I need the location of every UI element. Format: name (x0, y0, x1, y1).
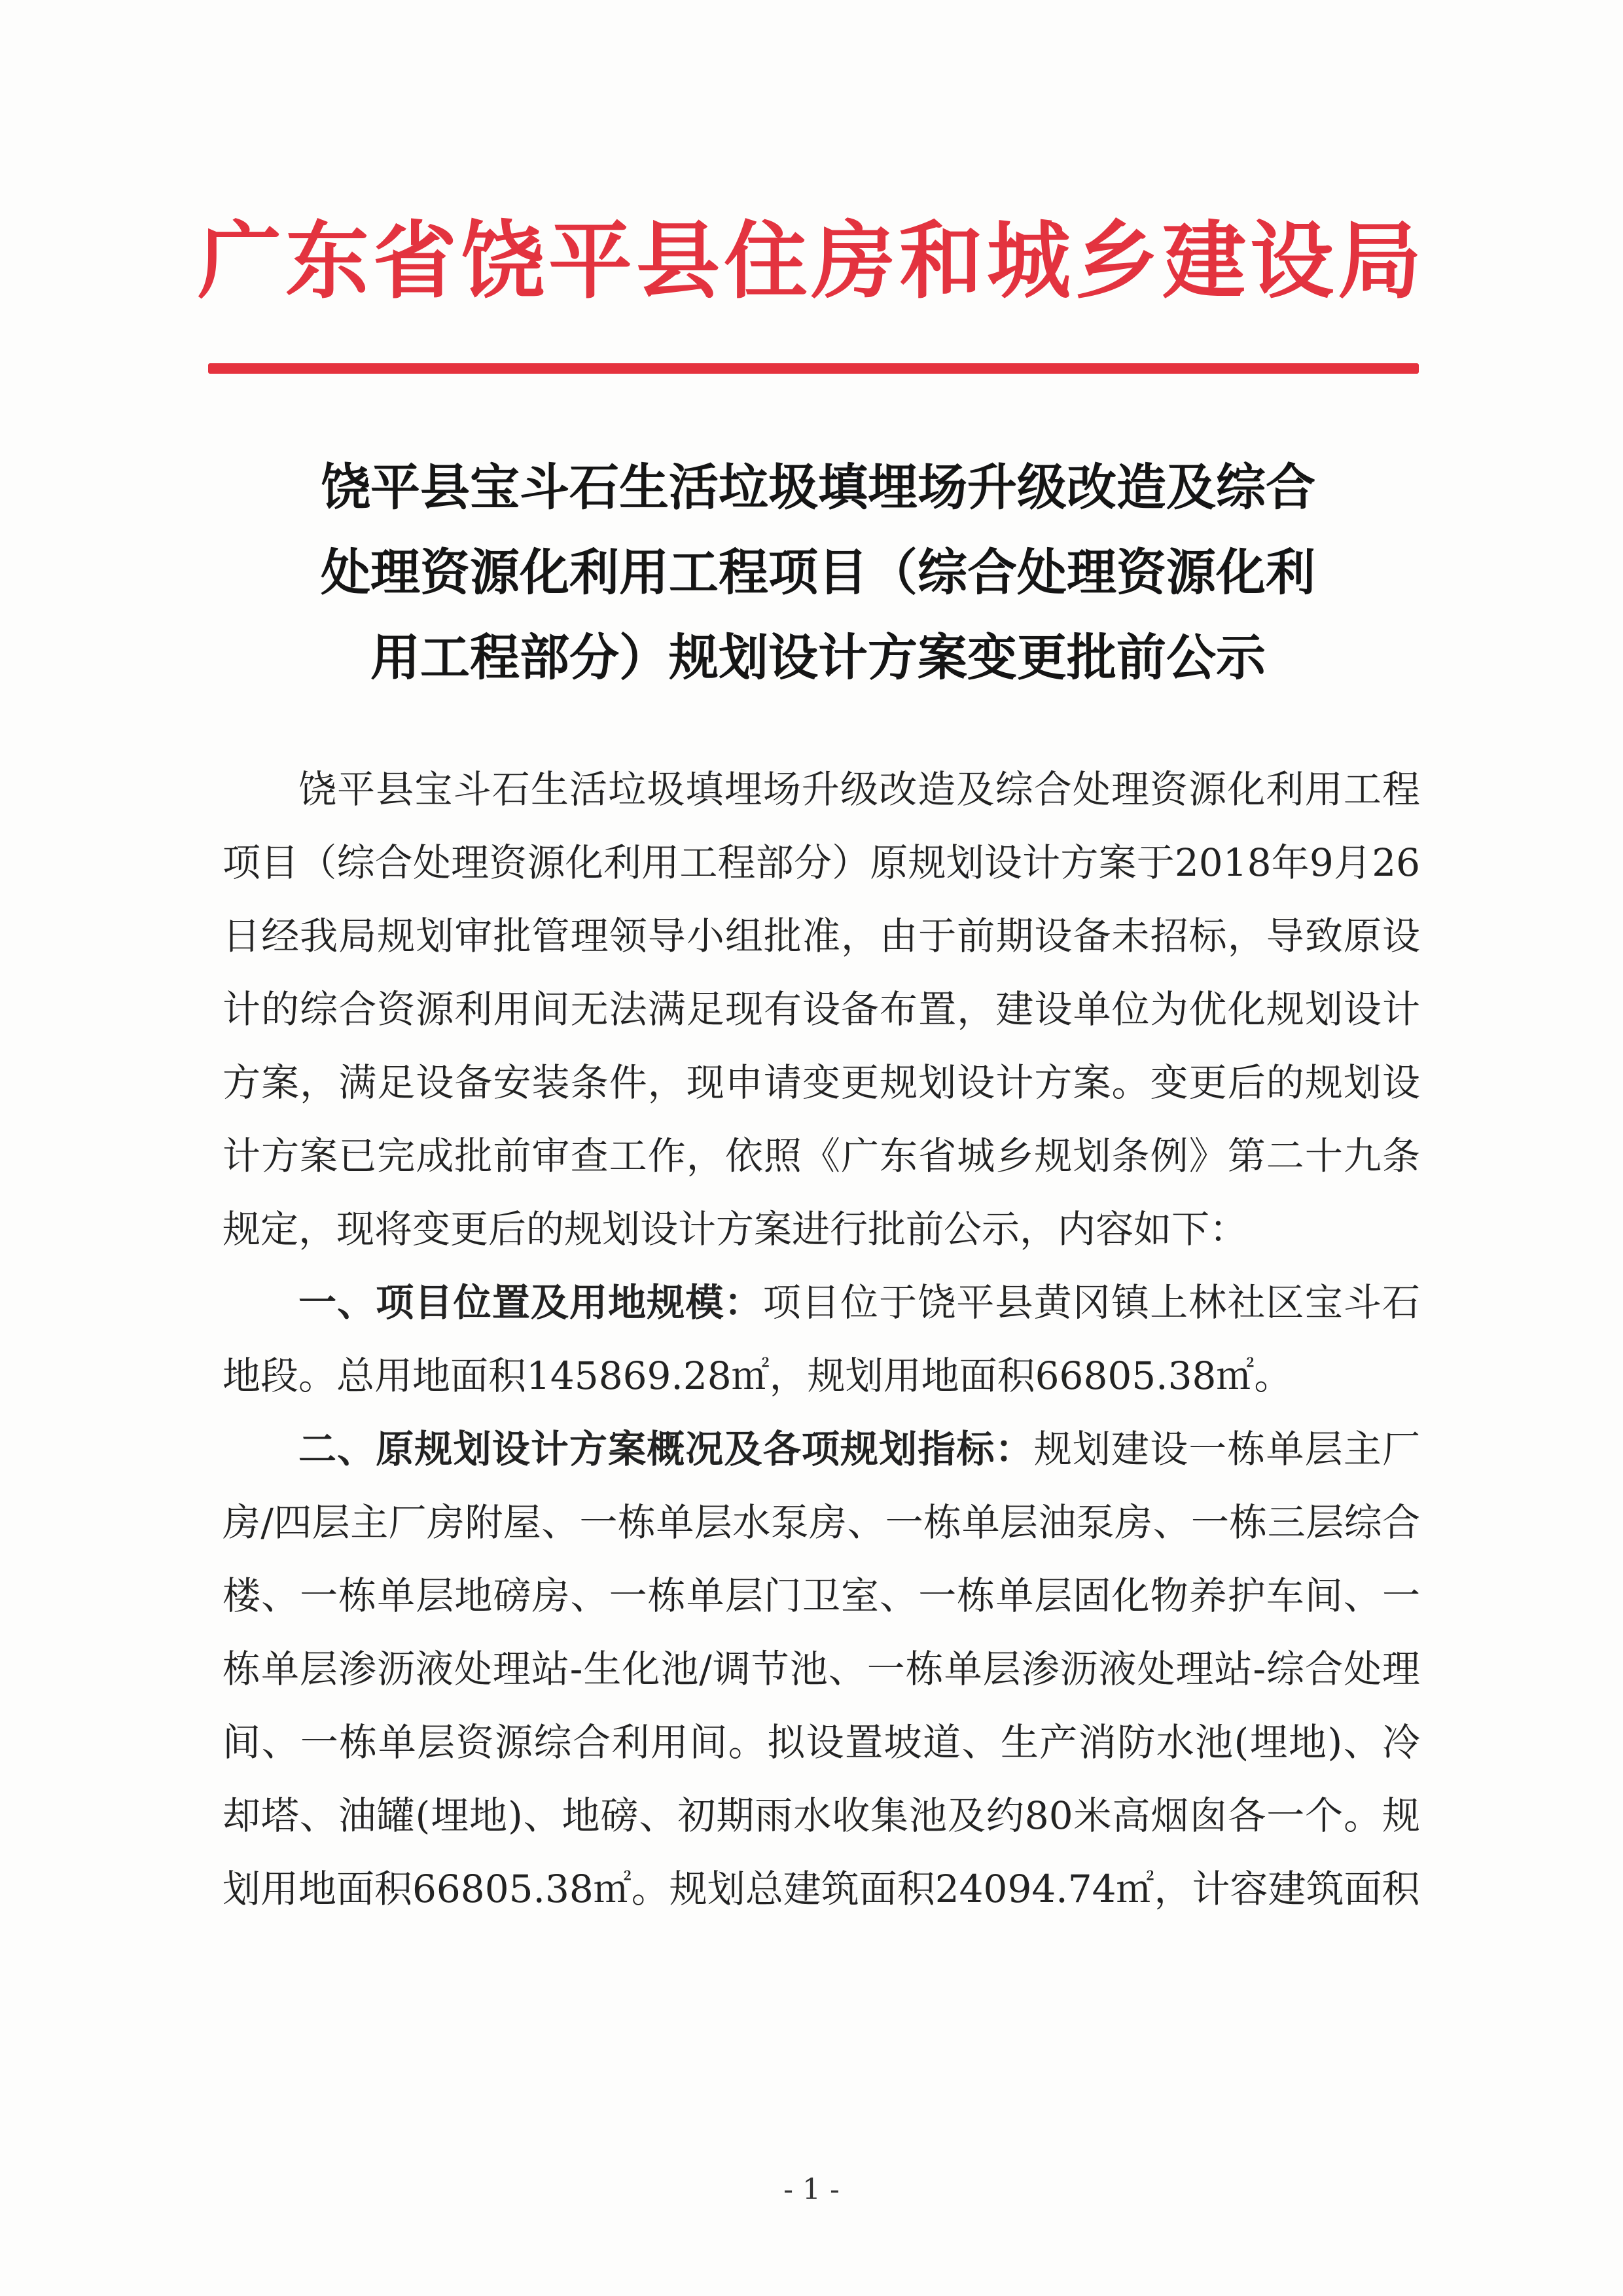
document-title-line-2: 处理资源化利用工程项目（综合处理资源化利 (321, 543, 1315, 601)
intro-paragraph: 饶平县宝斗石生活垃圾填埋场升级改造及综合处理资源化利用工程项目（综合处理资源化利用工程部分）原规划设计方案于2018年9月26日经我局规划审批管理领导小组批准，由于前期设备未招标，导致原设计的综合资源利用间无法满足现有设备布置，建设单位为优化规划设计方案，满足设备安装条件，现申请变更规划设计方案。变更后的规划设计方案已完成批前审查工作，依照《广东省城乡规划条例》第二十九条规定，现将变更后的规划设计方案进行批前公示，内容如下： (223, 767, 1420, 1251)
section-2-heading: 二、原规划设计方案概况及各项规划指标： (298, 1427, 1034, 1471)
letterhead-agency-name: 广东省饶平县住房和城乡建设局 (197, 213, 1425, 310)
document-title-line-3: 用工程部分）规划设计方案变更批前公示 (370, 628, 1266, 687)
section-1-heading: 一、项目位置及用地规模： (298, 1280, 763, 1325)
section-1-paragraph (223, 1266, 1420, 1412)
page-number: - 1 - (783, 2173, 840, 2206)
document-title-line-1: 饶平县宝斗石生活垃圾填埋场升级改造及综合 (321, 458, 1315, 516)
section-2-text: 规划建设一栋单层主厂房/四层主厂房附屋、一栋单层水泵房、一栋单层油泵房、一栋三层综合楼、一栋单层地磅房、一栋单层门卫室、一栋单层固化物养护车间、一栋单层渗沥液处理站-生化池/调节池、一栋单层渗沥液处理站-综合处理间、一栋单层资源综合利用间。拟设置坡道、生产消防水池(埋地)、冷却塔、油罐(埋地)、地磅、初期雨水收集池及约80米高烟囱各一个。规划用地面积66805.38㎡。规划总建筑面积24094.74㎡，计容建筑面积 (223, 1427, 1420, 1911)
document-title (229, 445, 1407, 700)
section-1-text: 项目位于饶平县黄冈镇上林社区宝斗石地段。总用地面积145869.28㎡，规划用地面积66805.38㎡。 (223, 1280, 1420, 1398)
document-body (223, 753, 1420, 1926)
section-2-paragraph (223, 1412, 1420, 1926)
letterhead-red-rule (208, 363, 1419, 374)
